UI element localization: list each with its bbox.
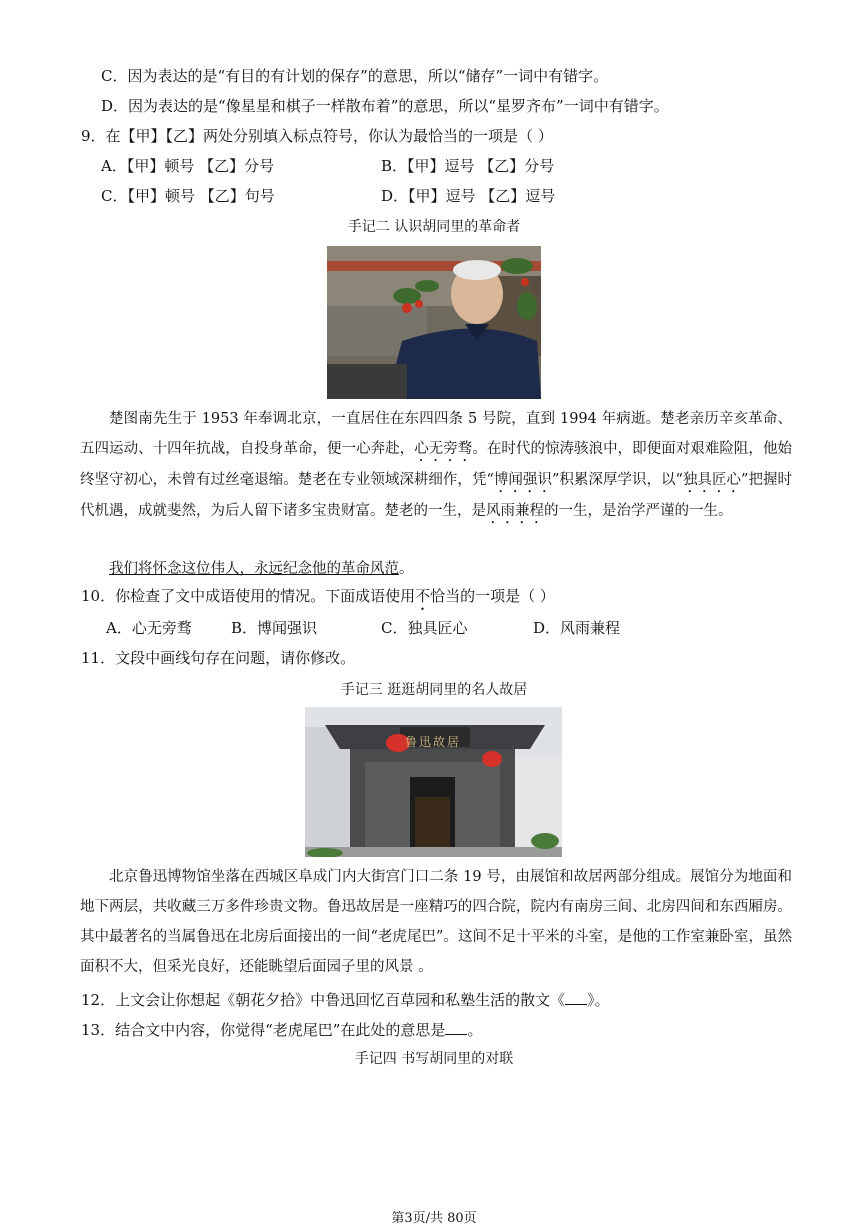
q12-blank[interactable] [565, 988, 587, 1005]
q10-option-a: A．心无旁骛 [106, 619, 192, 637]
q8-option-c: C．因为表达的是“有目的有计划的保存”的意思，所以“储存”一词中有错字。 [101, 67, 609, 85]
q9-option-c: C．【甲】顿号 【乙】句号 [101, 187, 275, 205]
q11-question: 11．文段中画线句存在问题，请你修改。 [81, 649, 356, 667]
note2-title: 手记二 认识胡同里的革命者 [347, 219, 521, 235]
underlined-sentence: 我们将怀念这位伟人，永远纪念他的革命风范。 [109, 561, 414, 577]
q13-question: 13．结合文中内容，你觉得“老虎尾巴”在此处的意思是 。 [81, 1018, 482, 1040]
q9-option-a: A．【甲】顿号 【乙】分号 [101, 157, 275, 175]
q9-option-b: B．【甲】逗号 【乙】分号 [381, 157, 555, 175]
note2-paragraph: 楚图南先生于 1953 年奉调北京，一直居住在东四四条 5 号院，直到 1994 年病逝。楚老亲历辛亥革命、五四运动、十四年抗战，自投身革命，便一心奔赴，心无旁骛。在时代的惊涛骇浪中，即便面对艰难险阻，他始终坚守初心，未曾有过丝毫退缩。楚老在专业领域深耕细作，凭“博闻强识”积累深厚学识，以“独具匠心”把握时代机遇，成就斐然，为后人留下诸多宝贵财富。楚老的一生，是风雨兼程的一生，是治学严谨的一生。 [80, 411, 793, 519]
q10-option-b: B．博闻强识 [231, 619, 318, 637]
q10-option-d: D．风雨兼程 [533, 619, 621, 637]
q9-option-d: D．【甲】逗号 【乙】逗号 [381, 187, 556, 205]
residence-photo [305, 707, 562, 857]
portrait-photo [327, 246, 541, 399]
note4-title: 手记四 书写胡同里的对联 [354, 1051, 514, 1067]
q13-blank[interactable] [445, 1018, 467, 1035]
q10-stem: 10．你检查了文中成语使用的情况。下面成语使用不恰当的一项是（ ） [81, 587, 555, 605]
q8-option-d: D．因为表达的是“像星星和棋子一样散布着”的意思，所以“星罗齐布”一词中有错字。 [101, 97, 669, 115]
q10-option-c: C．独具匠心 [381, 619, 468, 637]
residence-sign-text: 鲁迅故居 [405, 735, 462, 749]
q9-stem: 9．在【甲】【乙】两处分别填入标点符号，你认为最恰当的一项是（ ） [81, 127, 553, 145]
page-footer: 第3页/共 80页 [391, 1211, 477, 1226]
q12-question: 12．上文会让你想起《朝花夕拾》中鲁迅回忆百草园和私塾生活的散文《 》。 [81, 988, 610, 1010]
note3-title: 手记三 逛逛胡同里的名人故居 [340, 682, 528, 698]
note3-paragraph: 北京鲁迅博物馆坐落在西城区阜成门内大街宫门口二条 19 号，由展馆和故居两部分组成。展馆分为地面和地下两层，共收藏三万多件珍贵文物。鲁迅故居是一座精巧的四合院，院内有南房三间、北房四间和东西厢房。其中最著名的当属鲁迅在北房后面接出的一间“老虎尾巴”。这间不足十平米的斗室，是他的工作室兼卧室，虽然面积不大，但采光良好，还能眺望后面园子里的风景 。 [80, 869, 792, 975]
